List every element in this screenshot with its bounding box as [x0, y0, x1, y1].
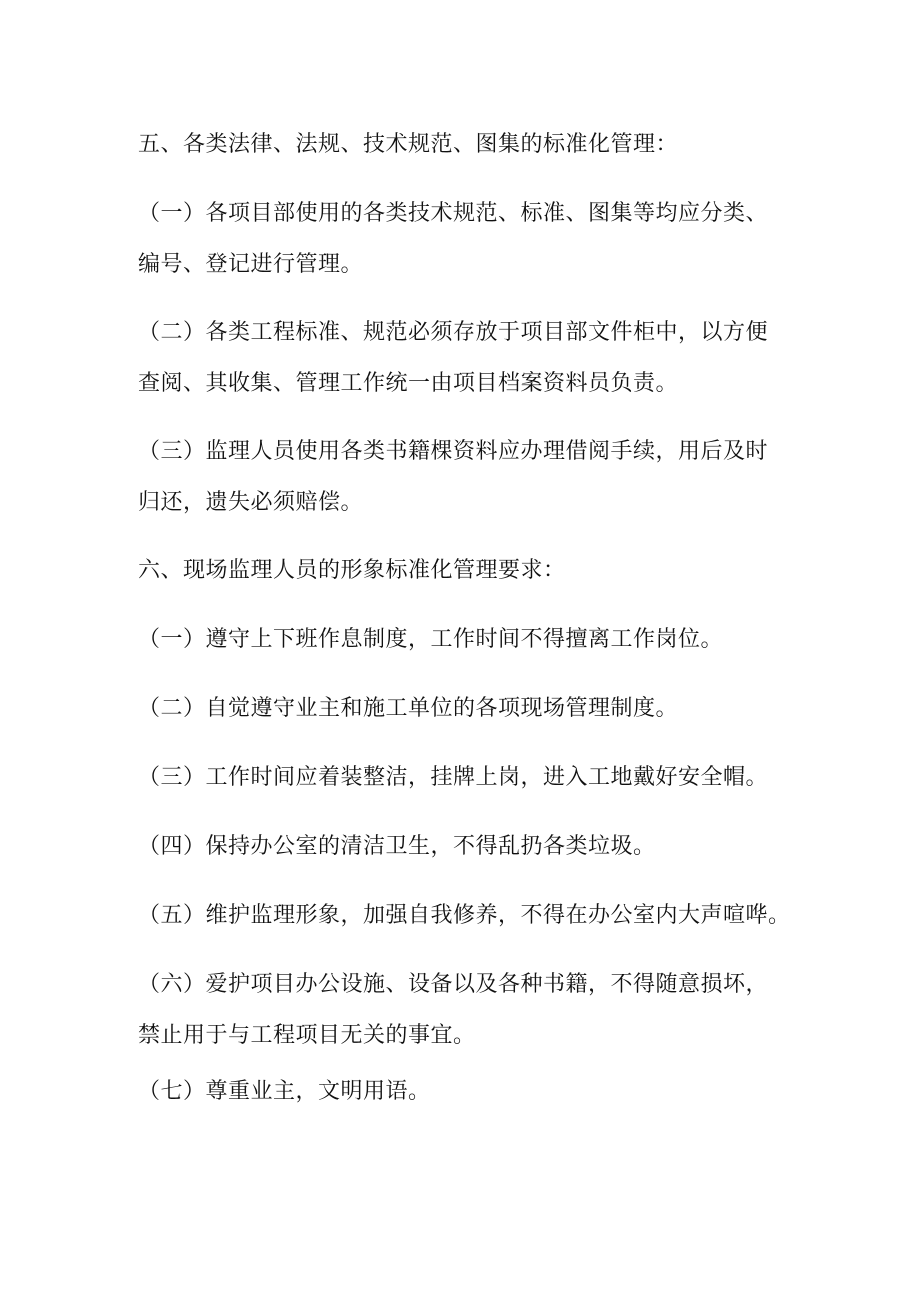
paragraph-6-6-line-2: 禁止用于与工程项目无关的事宜。	[138, 1023, 476, 1048]
paragraph-5-1-line-1: （一）各项目部使用的各类技术规范、标准、图集等均应分类、	[138, 201, 769, 226]
paragraph-6-7: （七）尊重业主，文明用语。	[138, 1079, 431, 1104]
paragraph-5-2-line-2: 查阅、其收集、管理工作统一由项目档案资料员负责。	[138, 371, 679, 396]
section-heading-5: 五、各类法律、法规、技术规范、图集的标准化管理：	[138, 132, 679, 157]
paragraph-5-3-line-1: （三）监理人员使用各类书籍棵资料应办理借阅手续，用后及时	[138, 439, 769, 464]
section-heading-6: 六、现场监理人员的形象标准化管理要求：	[138, 558, 566, 583]
paragraph-6-4: （四）保持办公室的清洁卫生，不得乱扔各类垃圾。	[138, 834, 656, 859]
paragraph-6-5: （五）维护监理形象，加强自我修养，不得在办公室内大声喧哗。	[138, 903, 791, 928]
paragraph-5-3-line-2: 归还，遗失必须赔偿。	[138, 490, 364, 515]
paragraph-6-6-line-1: （六）爱护项目办公设施、设备以及各种书籍，不得随意损坏，	[138, 972, 769, 997]
paragraph-6-2: （二）自觉遵守业主和施工单位的各项现场管理制度。	[138, 696, 679, 721]
paragraph-5-1-line-2: 编号、登记进行管理。	[138, 252, 364, 277]
paragraph-6-1: （一）遵守上下班作息制度，工作时间不得擅离工作岗位。	[138, 627, 724, 652]
paragraph-6-3: （三）工作时间应着装整洁，挂牌上岗，进入工地戴好安全帽。	[138, 765, 769, 790]
paragraph-5-2-line-1: （二）各类工程标准、规范必须存放于项目部文件柜中，以方便	[138, 320, 769, 345]
